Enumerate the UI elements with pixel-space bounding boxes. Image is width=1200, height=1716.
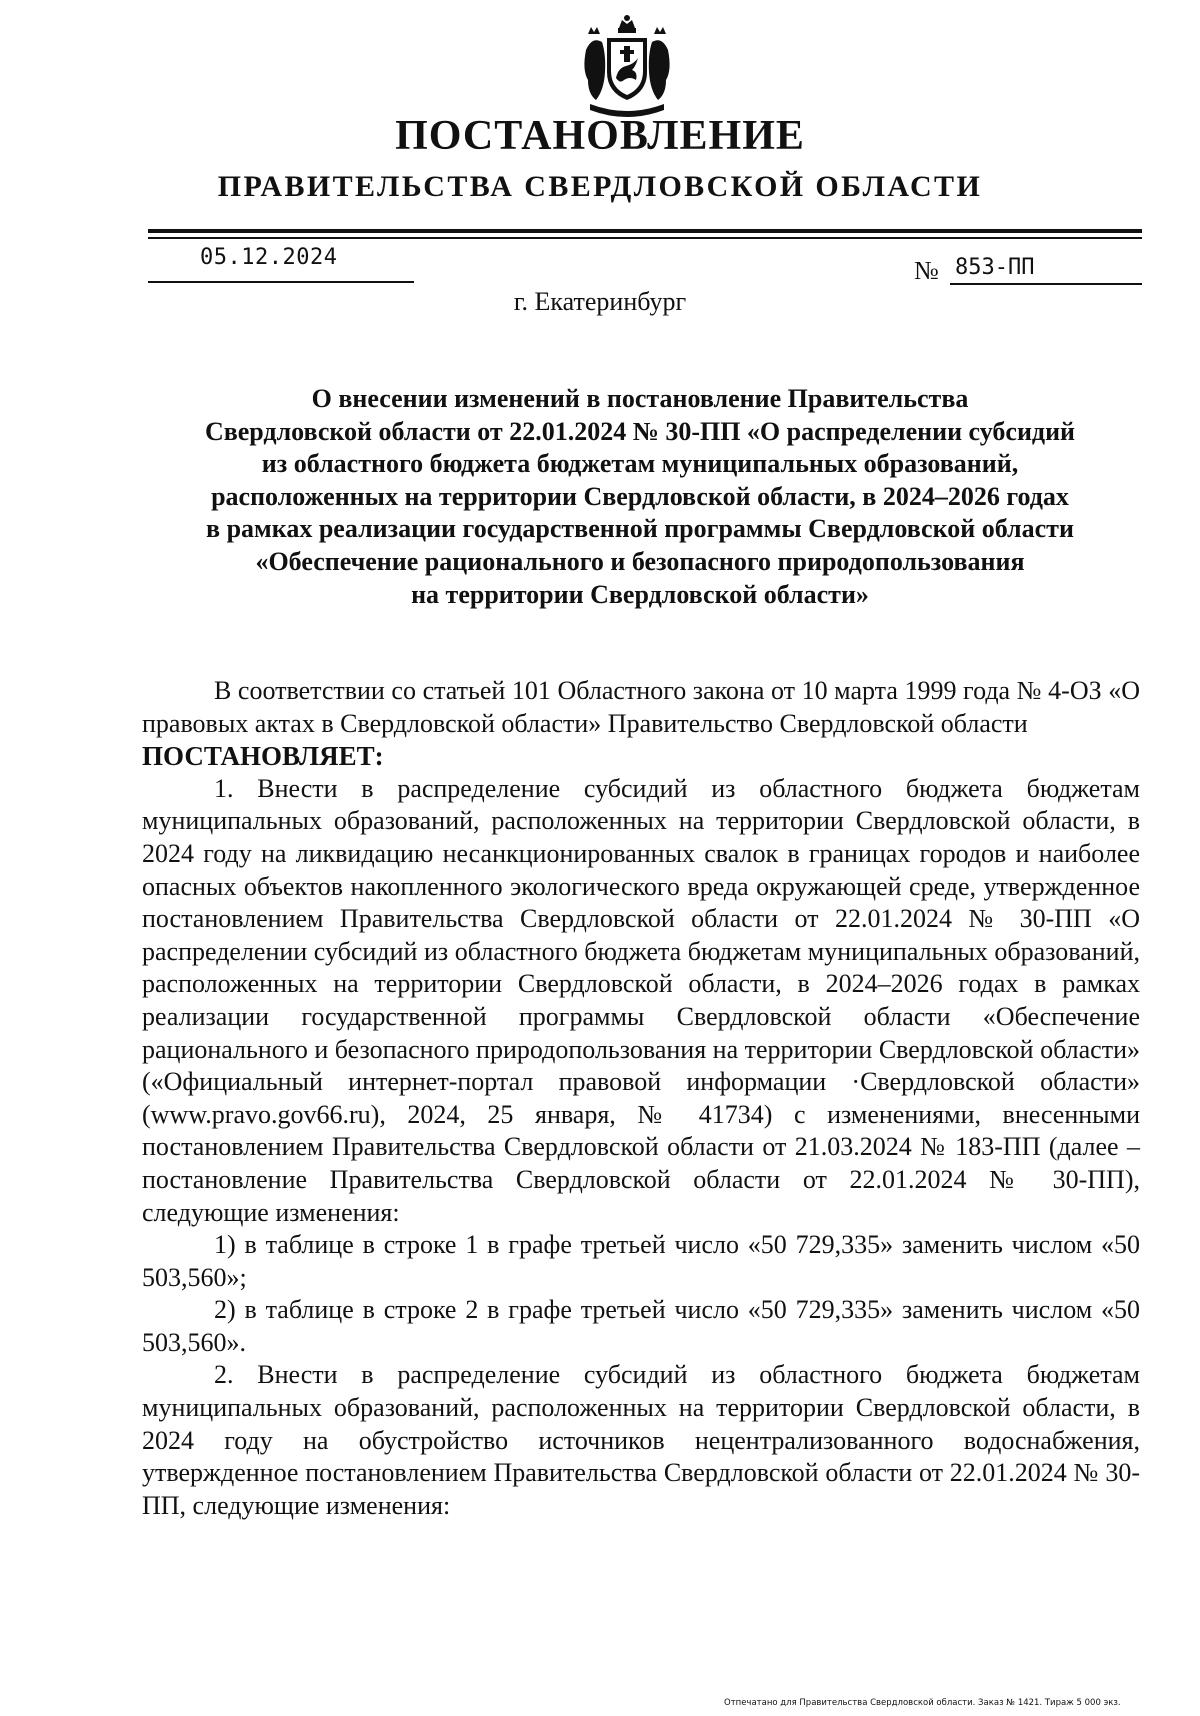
document-body xyxy=(142,675,1140,1522)
document-heading xyxy=(130,383,1150,611)
date-underline xyxy=(148,281,414,283)
document-title: ПОСТАНОВЛЕНИЕ xyxy=(395,113,805,159)
document-subtitle: ПРАВИТЕЛЬСТВА СВЕРДЛОВСКОЙ ОБЛАСТИ xyxy=(217,170,983,203)
print-note: Отпечатано для Правительства Свердловской области. Заказ № 1421. Тираж 5 000 экз. xyxy=(724,1698,1121,1708)
heading-line: расположенных на территории Свердловской области, в 2024–2026 годах xyxy=(211,481,1069,511)
heading-line: «Обеспечение рационального и безопасного природопользования xyxy=(255,546,1025,576)
number-sign: № xyxy=(914,256,939,285)
paragraph-1: 1. Внести в распределение субсидий из областного бюджета бюджетам муниципальных образований, расположенных на территории Свердловской области, в 2024 году на ликвидацию несанкционированных свалок в границах городов и наиболее опасных объектов накопленного экологического вреда окружающей среде, утвержденное постановлением Правительства Свердловской области от 22.01.2024 № 30-ПП «О распределении субсидий из областного бюджета бюджетам муниципальных образований, расположенных на территории Свердловской области, в 2024–2026 годах в рамках реализации государственной программы Свердловской области «Обеспечение рационального и безопасного природопользования на территории Свердловской области» («Официальный интернет-портал правовой информации ·Свердловской области» (www.pravo.gov66.ru), 2024, 25 января, № 41734) с изменениями, внесенными постановлением Правительства Свердловской области от 21.03.2024 № 183-ПП (далее – постановление Правительства Свердловской области от 22.01.2024 № 30-ПП), следующие изменения: xyxy=(142,773,1140,1227)
header-rule-thin xyxy=(148,237,1142,239)
header-rule-thick xyxy=(148,229,1142,233)
document-date: 05.12.2024 xyxy=(200,245,338,270)
heading-line: Свердловской области от 22.01.2024 № 30-ПП «О распределении субсидий xyxy=(204,416,1076,446)
paragraph-2: 2. Внести в распределение субсидий из областного бюджета бюджетам муниципальных образований, расположенных на территории Свердловской области, в 2024 году на обустройство источников нецентрализованного водоснабжения, утвержденное постановлением Правительства Свердловской области от 22.01.2024 № 30-ПП, следующие изменения: xyxy=(142,1360,1140,1520)
issue-city: г. Екатеринбург xyxy=(513,287,687,316)
number-underline xyxy=(950,283,1142,285)
heading-line: в рамках реализации государственной программы Свердловской области xyxy=(206,514,1074,544)
heading-line: из областного бюджета бюджетам муниципальных образований, xyxy=(261,449,1019,479)
paragraph-1-item-1: 1) в таблице в строке 1 в графе третьей число «50 729,335» заменить числом «50 503,560»; xyxy=(142,1230,1140,1292)
paragraph-1-item-2: 2) в таблице в строке 2 в графе третьей число «50 729,335» заменить числом «50 503,560». xyxy=(142,1295,1140,1357)
heading-line: на территории Свердловской области» xyxy=(411,579,869,609)
document-number: 853-ПП xyxy=(955,255,1035,280)
intro-paragraph: В соответствии со статьей 101 Областного закона от 10 марта 1999 года № 4-ОЗ «О правовых актах в Свердловской области» Правительство Свердловской области xyxy=(142,676,1140,738)
heading-line: О внесении изменений в постановление Правительства xyxy=(311,384,969,413)
coat-of-arms-emblem xyxy=(572,14,682,124)
resolves-heading: ПОСТАНОВЛЯЕТ: xyxy=(142,741,384,772)
